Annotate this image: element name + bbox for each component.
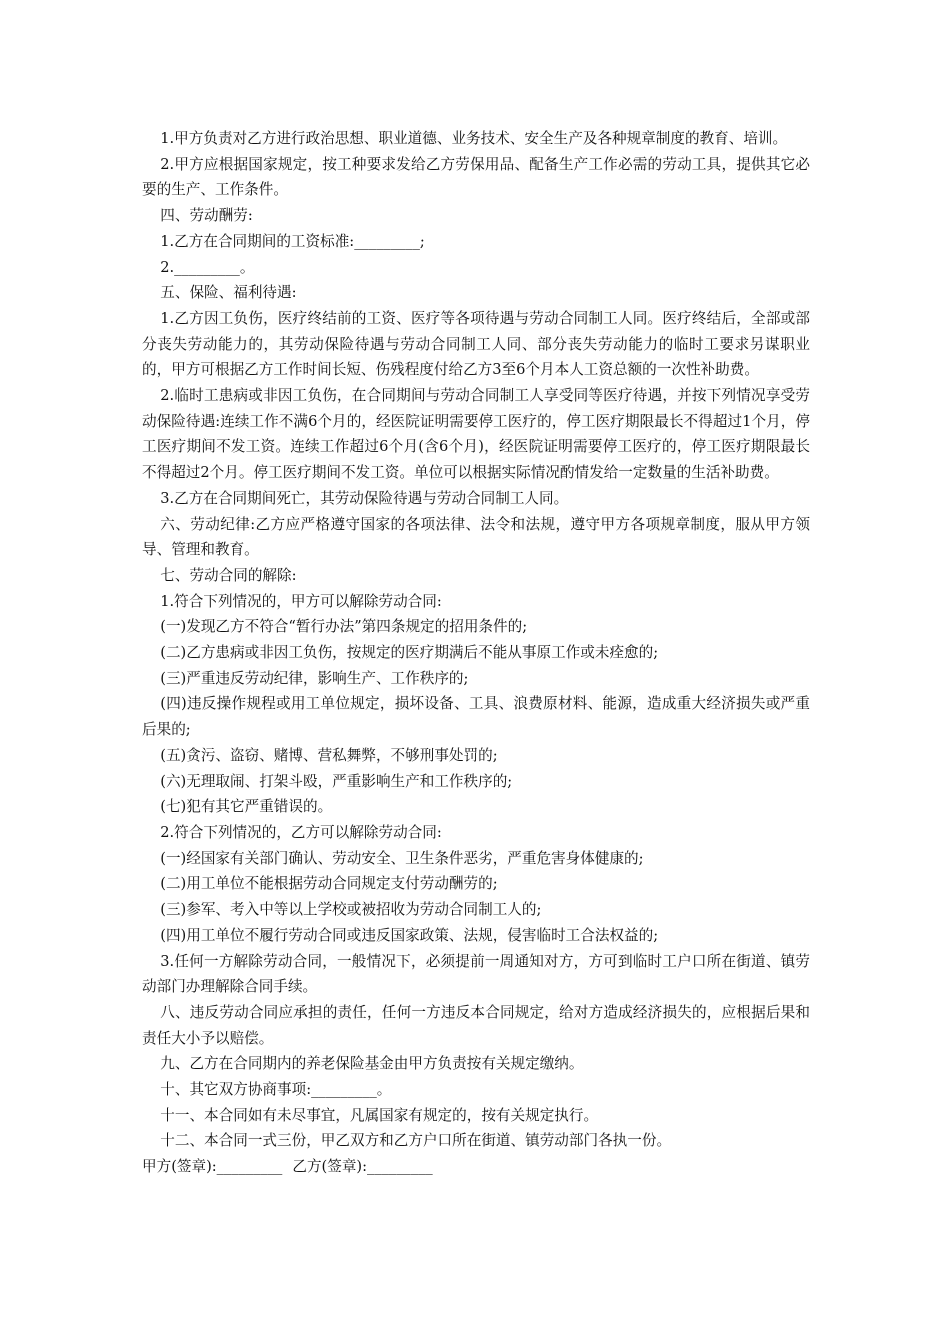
list-item: (三)参军、考入中等以上学校或被招收为劳动合同制工人的; [160,901,542,919]
section-heading: 九、乙方在合同期内的养老保险基金由甲方负责按有关规定缴纳。 [160,1055,584,1073]
list-item: (一)发现乙方不符合“暂行办法”第四条规定的招用条件的; [160,618,528,636]
list-item: (四)用工单位不履行劳动合同或违反国家政策、法规，侵害临时工合法权益的; [160,926,659,944]
paragraph: 2._________。 [160,258,255,276]
paragraph: 1.甲方负责对乙方进行政治思想、职业道德、业务技术、安全生产及各种规章制度的教育、培训。 [160,130,788,147]
party-b-signature: 乙方(签章):_________ [292,1158,433,1176]
section-heading: 四、劳动酬劳: [160,207,253,225]
list-item: (二)乙方患病或非因工负伤，按规定的医疗期满后不能从事原工作或未痊愈的; [160,644,659,662]
section-heading: 八、违反劳动合同应承担的责任，任何一方违反本合同规定，给对方造成经济损失的，应根据后果和责任大小予以赔偿。 [142,1003,810,1047]
paragraph: 2.甲方应根据国家规定，按工种要求发给乙方劳保用品、配备生产工作必需的劳动工具，提供其它必要的生产、工作条件。 [142,155,810,199]
section-heading: 十、其它双方协商事项:_________。 [160,1081,392,1099]
paragraph: 1.符合下列情况的，甲方可以解除劳动合同: [160,592,442,610]
section-heading: 五、保险、福利待遇: [160,284,297,302]
section-heading: 十二、本合同一式三份，甲乙双方和乙方户口所在街道、镇劳动部门各执一份。 [160,1132,672,1150]
paragraph: 1.乙方因工负伤，医疗终结前的工资、医疗等各项待遇与劳动合同制工人同。医疗终结后，全部或部分丧失劳动能力的，其劳动保险待遇与劳动合同制工人同、部分丧失劳动能力的临时工要求另谋职业的，甲方可根据乙方工作时间长短、伤残程度付给乙方3至6个月本人工资总额的一次性补助费。 [142,309,810,379]
paragraph: 3.乙方在合同期间死亡，其劳动保险待遇与劳动合同制工人同。 [160,489,569,507]
section-heading: 十一、本合同如有未尽事宜，凡属国家有规定的，按有关规定执行。 [160,1106,599,1124]
paragraph: 2.临时工患病或非因工负伤，在合同期间与劳动合同制工人享受同等医疗待遇，并按下列情况享受劳动保险待遇:连续工作不满6个月的，经医院证明需要停工医疗的，停工医疗期限最长不得超过1个月，停工医疗期间不发工资。连续工作超过6个月(含6个月)，经医院证明需要停工医疗的，停工医疗期限最长不得超过2个月。停工医疗期间不发工资。单位可以根据实际情况酌情发给一定数量的生活补助费。 [142,387,810,482]
paragraph: 2.符合下列情况的，乙方可以解除劳动合同: [160,823,442,841]
section-heading: 七、劳动合同的解除: [160,566,297,584]
list-item: (五)贪污、盗窃、赌博、营私舞弊，不够刑事处罚的; [160,746,498,764]
list-item: (二)用工单位不能根据劳动合同规定支付劳动酬劳的; [160,875,498,893]
list-item: (七)犯有其它严重错误的。 [160,798,333,816]
paragraph: 3.任何一方解除劳动合同，一般情况下，必须提前一周通知对方，方可到临时工户口所在街道、镇劳动部门办理解除合同手续。 [142,952,810,996]
list-item: (六)无理取闹、打架斗殴，严重影响生产和工作秩序的; [160,772,513,790]
list-item: (四)违反操作规程或用工单位规定，损坏设备、工具、浪费原材料、能源，造成重大经济损失或严重后果的; [142,695,810,739]
list-item: (三)严重违反劳动纪律，影响生产、工作秩序的; [160,669,469,687]
section-heading: 六、劳动纪律:乙方应严格遵守国家的各项法律、法令和法规，遵守甲方各项规章制度，服从甲方领导、管理和教育。 [142,515,810,559]
document-body [142,126,810,1180]
paragraph: 1.乙方在合同期间的工资标准:_________; [160,232,425,250]
party-a-signature: 甲方(签章):_________ [142,1158,283,1176]
signature-line [142,1154,810,1180]
list-item: (一)经国家有关部门确认、劳动安全、卫生条件恶劣，严重危害身体健康的; [160,849,644,867]
